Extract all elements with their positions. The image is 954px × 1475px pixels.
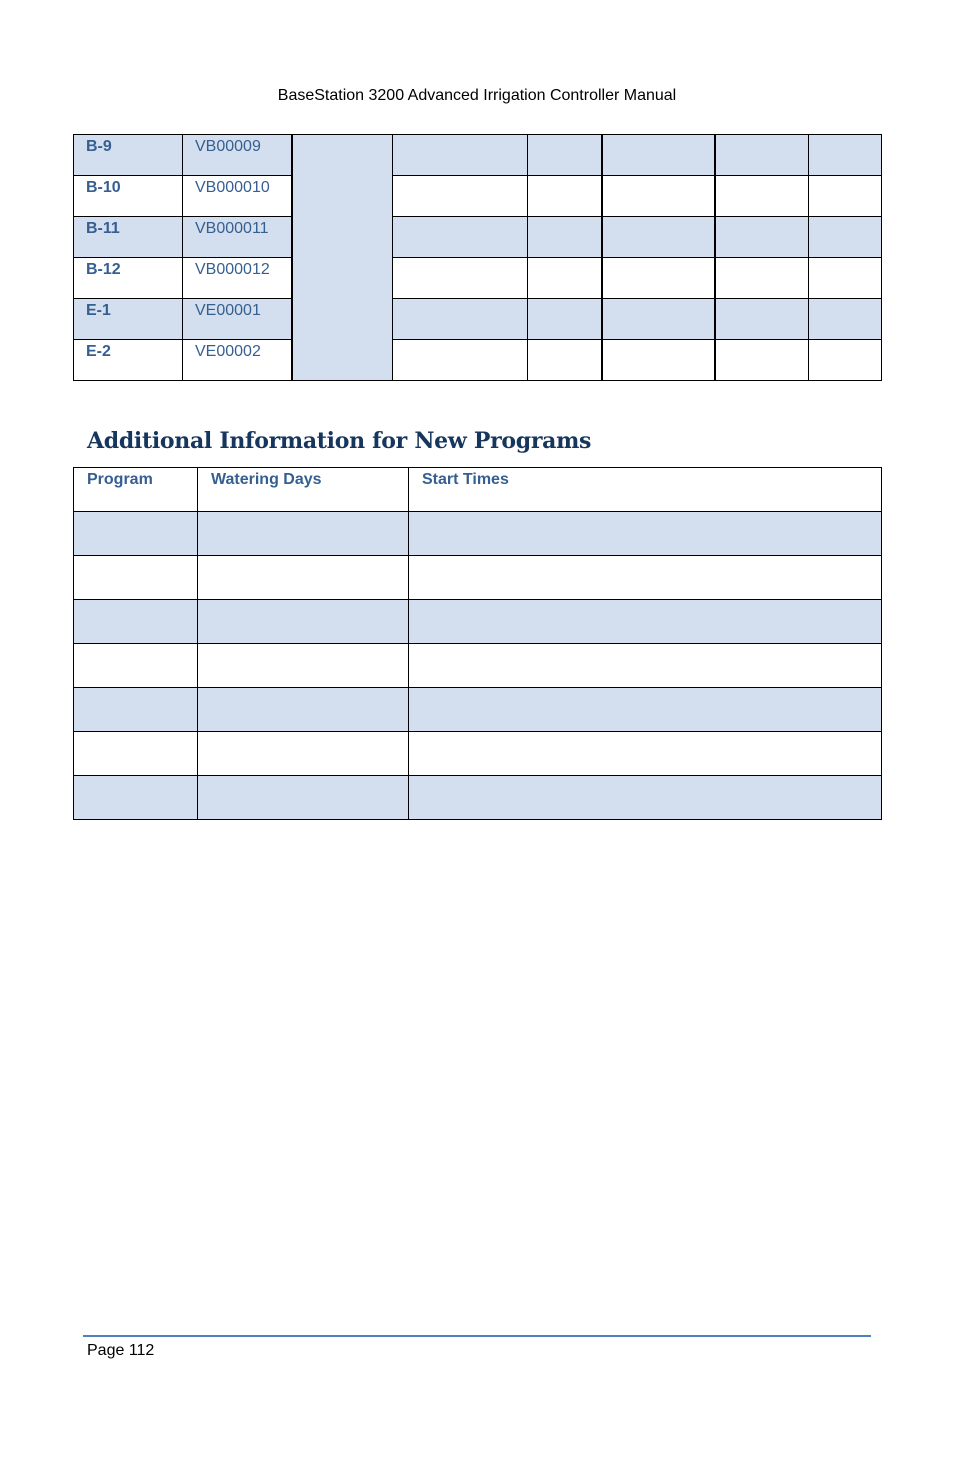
header-cell-start-times: Start Times bbox=[409, 468, 882, 512]
merged-cell bbox=[292, 135, 393, 381]
table-cell bbox=[409, 732, 882, 776]
section-heading: Additional Information for New Programs bbox=[87, 428, 592, 454]
header-cell-program: Program bbox=[74, 468, 198, 512]
table-cell bbox=[528, 340, 602, 381]
table-cell bbox=[809, 135, 882, 176]
table-cell bbox=[393, 217, 528, 258]
table-cell bbox=[74, 556, 198, 600]
table-cell bbox=[198, 688, 409, 732]
valve-id-cell: B-12 bbox=[74, 258, 183, 299]
table-row bbox=[74, 644, 882, 688]
valve-id-cell: B-11 bbox=[74, 217, 183, 258]
table-row bbox=[74, 176, 882, 217]
table-cell bbox=[393, 135, 528, 176]
table-cell bbox=[602, 217, 715, 258]
table-cell bbox=[74, 776, 198, 820]
table-row bbox=[74, 688, 882, 732]
valve-address-cell: VE00001 bbox=[183, 299, 292, 340]
table-row bbox=[74, 135, 882, 176]
table-cell bbox=[198, 512, 409, 556]
table-cell bbox=[198, 600, 409, 644]
table-cell bbox=[409, 512, 882, 556]
table-cell bbox=[602, 340, 715, 381]
table-cell bbox=[528, 135, 602, 176]
table-cell bbox=[715, 340, 809, 381]
table-row bbox=[74, 732, 882, 776]
table-cell bbox=[74, 688, 198, 732]
table-cell bbox=[74, 512, 198, 556]
valve-address-cell: VB000011 bbox=[183, 217, 292, 258]
table-cell bbox=[528, 176, 602, 217]
table-cell bbox=[393, 258, 528, 299]
valve-table bbox=[73, 134, 882, 381]
table-header-row bbox=[74, 468, 882, 512]
table-cell bbox=[715, 258, 809, 299]
table-cell bbox=[602, 135, 715, 176]
table-cell bbox=[74, 644, 198, 688]
table-row bbox=[74, 776, 882, 820]
table-row bbox=[74, 217, 882, 258]
table-row bbox=[74, 258, 882, 299]
table-cell bbox=[715, 135, 809, 176]
table-cell bbox=[393, 299, 528, 340]
table-cell bbox=[809, 258, 882, 299]
table-cell bbox=[409, 688, 882, 732]
valve-address-cell: VB000010 bbox=[183, 176, 292, 217]
table-cell bbox=[809, 176, 882, 217]
header-cell-watering-days: Watering Days bbox=[198, 468, 409, 512]
table-cell bbox=[409, 776, 882, 820]
table-cell bbox=[409, 644, 882, 688]
table-cell bbox=[74, 732, 198, 776]
valve-address-cell: VB00009 bbox=[183, 135, 292, 176]
table-row bbox=[74, 299, 882, 340]
table-cell bbox=[74, 600, 198, 644]
table-cell bbox=[528, 258, 602, 299]
table-cell bbox=[393, 340, 528, 381]
table-row bbox=[74, 512, 882, 556]
table-cell bbox=[715, 176, 809, 217]
table-cell bbox=[809, 299, 882, 340]
valve-id-cell: E-2 bbox=[74, 340, 183, 381]
table-cell bbox=[393, 176, 528, 217]
valve-id-cell: B-9 bbox=[74, 135, 183, 176]
footer-divider bbox=[83, 1335, 871, 1337]
valve-id-cell: E-1 bbox=[74, 299, 183, 340]
table-row bbox=[74, 556, 882, 600]
table-cell bbox=[528, 217, 602, 258]
table-cell bbox=[602, 258, 715, 299]
table-cell bbox=[198, 556, 409, 600]
valve-address-cell: VB000012 bbox=[183, 258, 292, 299]
table-cell bbox=[409, 556, 882, 600]
valve-id-cell: B-10 bbox=[74, 176, 183, 217]
table-cell bbox=[809, 340, 882, 381]
table-cell bbox=[528, 299, 602, 340]
table-cell bbox=[198, 776, 409, 820]
table-row bbox=[74, 340, 882, 381]
valve-address-cell: VE00002 bbox=[183, 340, 292, 381]
header-title: BaseStation 3200 Advanced Irrigation Controller Manual bbox=[277, 87, 677, 104]
table-cell bbox=[198, 732, 409, 776]
page-number: Page 112 bbox=[87, 1342, 155, 1359]
table-cell bbox=[715, 299, 809, 340]
table-cell bbox=[809, 217, 882, 258]
table-cell bbox=[602, 299, 715, 340]
table-cell bbox=[715, 217, 809, 258]
table-cell bbox=[602, 176, 715, 217]
table-cell bbox=[198, 644, 409, 688]
program-table bbox=[73, 467, 882, 820]
table-row bbox=[74, 600, 882, 644]
table-cell bbox=[409, 600, 882, 644]
